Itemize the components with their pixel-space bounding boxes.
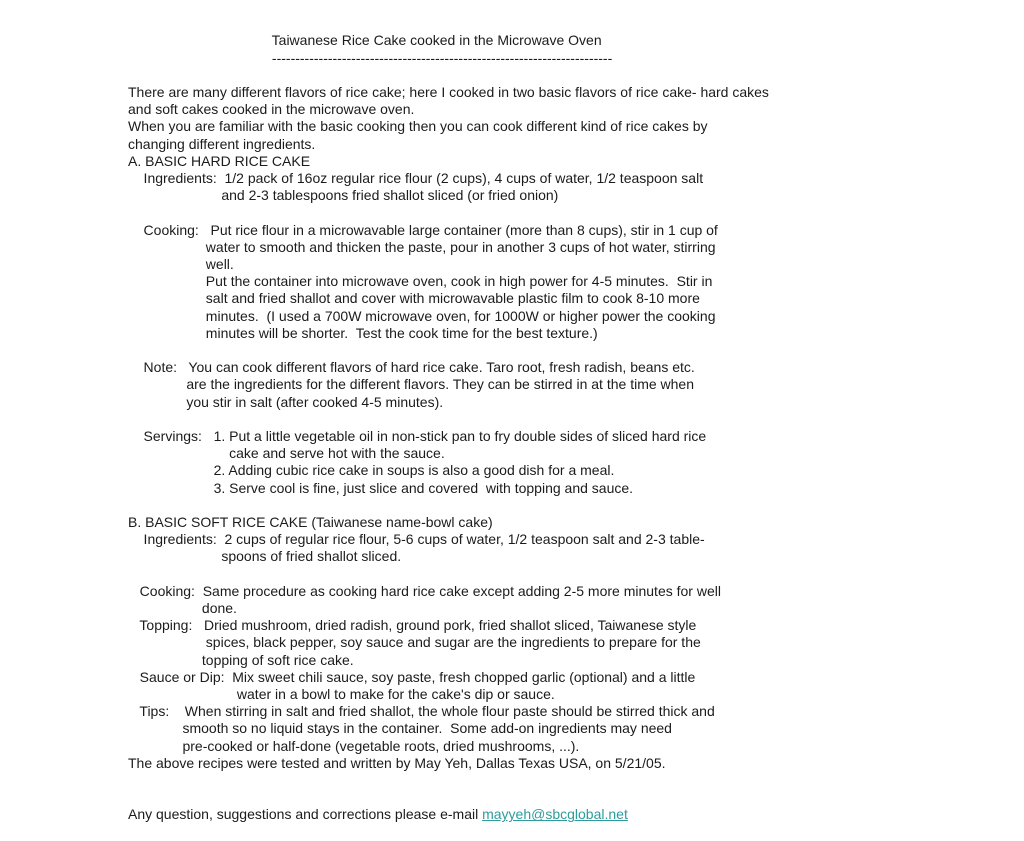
document-line: Cooking: Same procedure as cooking hard rice cake except adding 2-5 more minutes for well	[128, 582, 721, 599]
document-line: water in a bowl to make for the cake's dip or sauce.	[128, 686, 555, 703]
document-line: 2. Adding cubic rice cake in soups is also a good dish for a meal.	[128, 462, 615, 479]
document-line: Tips: When stirring in salt and fried shallot, the whole flour paste should be stirred thick and	[128, 703, 715, 720]
document-line: There are many different flavors of rice cake; here I cooked in two basic flavors of rice cake- hard cakes	[128, 84, 769, 100]
document-line: well.	[128, 256, 234, 273]
document-line: smooth so no liquid stays in the container. Some add-on ingredients may need	[128, 720, 672, 737]
document-line: Ingredients: 1/2 pack of 16oz regular rice flour (2 cups), 4 cups of water, 1/2 teaspoon salt	[128, 170, 704, 187]
document-line: Servings: 1. Put a little vegetable oil in non-stick pan to fry double sides of sliced hard rice	[128, 428, 707, 445]
document-line: changing different ingredients.	[128, 135, 316, 152]
document-line: pre-cooked or half-done (vegetable roots, dried mushrooms, ...).	[128, 737, 580, 754]
document-line: and 2-3 tablespoons fried shallot sliced (or fried onion)	[128, 187, 559, 204]
document-line: The above recipes were tested and written by May Yeh, Dallas Texas USA, on 5/21/05.	[128, 754, 666, 771]
document-line	[128, 497, 1018, 514]
recipe-document	[128, 0, 1018, 841]
document-line	[128, 204, 1018, 221]
document-line: Note: You can cook different flavors of hard rice cake. Taro root, fresh radish, beans etc.	[128, 359, 695, 376]
document-line: spoons of fried shallot sliced.	[128, 548, 402, 565]
email-link[interactable]: mayyeh@sbcglobal.net	[482, 806, 628, 823]
document-line: Put the container into microwave oven, cook in high power for 4-5 minutes. Stir in	[128, 273, 713, 290]
document-line: and soft cakes cooked in the microwave oven.	[128, 101, 415, 118]
document-line	[128, 566, 1018, 583]
document-line: spices, black pepper, soy sauce and sugar are the ingredients to prepare for the	[128, 634, 701, 651]
document-line: Cooking: Put rice flour in a microwavable large container (more than 8 cups), stir in 1 cup of	[128, 221, 718, 238]
document-line: Ingredients: 2 cups of regular rice flour, 5-6 cups of water, 1/2 teaspoon salt and 2-3 table-	[128, 531, 705, 548]
document-line: topping of soft rice cake.	[128, 651, 354, 668]
document-line: 3. Serve cool is fine, just slice and covered with topping and sauce.	[128, 479, 634, 496]
email-line-text: Any question, suggestions and corrections please e-mail	[128, 806, 483, 823]
document-body	[128, 32, 1018, 772]
document-line	[128, 411, 1018, 428]
document-line: you stir in salt (after cooked 4-5 minutes).	[128, 393, 444, 410]
document-line	[128, 67, 1018, 84]
document-title: Taiwanese Rice Cake cooked in the Microwave Oven	[128, 32, 602, 49]
document-line: done.	[128, 600, 237, 617]
document-line: Topping: Dried mushroom, dried radish, ground pork, fried shallot sliced, Taiwanese style	[128, 617, 697, 634]
document-line: water to smooth and thicken the paste, pour in another 3 cups of hot water, stirring	[128, 238, 716, 255]
document-line: B. BASIC SOFT RICE CAKE (Taiwanese name-bowl cake)	[128, 514, 493, 531]
document-line	[128, 342, 1018, 359]
document-line: Sauce or Dip: Mix sweet chili sauce, soy paste, fresh chopped garlic (optional) and a little	[128, 668, 696, 685]
document-line: are the ingredients for the different flavors. They can be stirred in at the time when	[128, 376, 694, 393]
title-underline: -------------------------------------------------------------------------	[128, 49, 613, 66]
document-line: A. BASIC HARD RICE CAKE	[128, 152, 311, 169]
document-line: minutes will be shorter. Test the cook time for the best texture.)	[128, 324, 598, 341]
document-line: When you are familiar with the basic cooking then you can cook different kind of rice cakes by	[128, 118, 708, 135]
document-line: cake and serve hot with the sauce.	[128, 445, 445, 462]
email-line	[128, 806, 1018, 823]
document-line: salt and fried shallot and cover with microwavable plastic film to cook 8-10 more	[128, 290, 700, 307]
document-line: minutes. (I used a 700W microwave oven, for 1000W or higher power the cooking	[128, 307, 716, 324]
